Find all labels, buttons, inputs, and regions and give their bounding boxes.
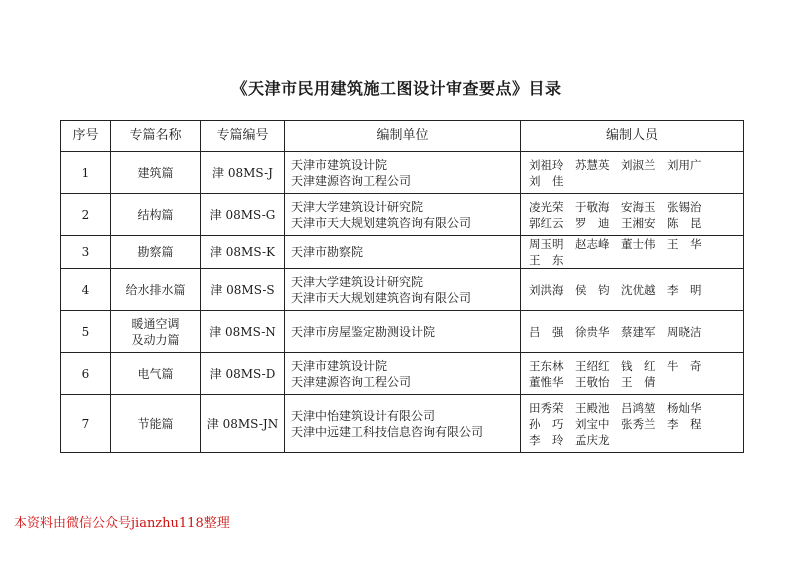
cell-no: 5 <box>61 311 111 353</box>
cell-name-line: 暖通空调 <box>131 316 180 331</box>
cell-staff-line: 李 玲 孟庆龙 <box>529 432 610 447</box>
cell-unit <box>285 236 521 269</box>
source-note: 本资料由微信公众号jianzhu118整理 <box>14 516 230 531</box>
cell-unit-line: 天津建源咨询工程公司 <box>291 374 412 389</box>
table-row <box>61 194 744 236</box>
cell-staff <box>521 311 744 353</box>
cell-name-line: 结构篇 <box>137 207 174 222</box>
cell-staff-line: 刘 佳 <box>529 173 564 188</box>
cell-staff-line: 田秀荣 王殿池 吕鸿堃 杨灿华 <box>529 400 702 415</box>
header-unit: 编制单位 <box>285 121 521 152</box>
cell-staff-line: 刘洪海 侯 钧 沈优越 李 明 <box>529 282 702 297</box>
cell-name <box>111 353 201 395</box>
cell-unit-line: 天津市勘察院 <box>291 245 364 259</box>
cell-no: 1 <box>61 152 111 194</box>
cell-staff <box>521 353 744 395</box>
cell-unit-line: 天津中远建工科技信息咨询有限公司 <box>291 424 484 439</box>
cell-unit-line: 天津市天大规划建筑咨询有限公司 <box>291 290 472 305</box>
header-code: 专篇编号 <box>201 121 285 152</box>
cell-unit <box>285 194 521 236</box>
cell-staff-line: 王 东 <box>529 253 564 267</box>
header-staff: 编制人员 <box>521 121 744 152</box>
table-row <box>61 269 744 311</box>
cell-code: 津 08MS-K <box>201 236 285 269</box>
cell-name <box>111 395 201 453</box>
cell-name-line: 及动力篇 <box>131 332 180 347</box>
cell-unit <box>285 269 521 311</box>
cell-staff-line: 董惟华 王敬怡 王 倩 <box>529 374 656 389</box>
header-name: 专篇名称 <box>111 121 201 152</box>
table-row <box>61 353 744 395</box>
cell-staff <box>521 395 744 453</box>
table-row <box>61 311 744 353</box>
cell-code: 津 08MS-D <box>201 353 285 395</box>
cell-unit <box>285 353 521 395</box>
catalog-table <box>60 120 744 453</box>
cell-no: 6 <box>61 353 111 395</box>
cell-staff-line: 吕 强 徐贵华 蔡建军 周晓洁 <box>529 324 702 339</box>
cell-staff-line: 凌光荣 于敬海 安海玉 张锡治 <box>529 199 702 214</box>
cell-unit-line: 天津市房屋鉴定勘测设计院 <box>291 324 436 339</box>
cell-no: 2 <box>61 194 111 236</box>
cell-code: 津 08MS-JN <box>201 395 285 453</box>
cell-unit-line: 天津市建筑设计院 <box>291 358 388 373</box>
cell-staff <box>521 152 744 194</box>
cell-code: 津 08MS-N <box>201 311 285 353</box>
cell-unit-line: 天津中怡建筑设计有限公司 <box>291 408 436 423</box>
cell-unit-line: 天津建源咨询工程公司 <box>291 173 412 188</box>
cell-code: 津 08MS-S <box>201 269 285 311</box>
cell-name <box>111 269 201 311</box>
cell-name-line: 节能篇 <box>137 416 174 431</box>
cell-staff-line: 孙 巧 刘宝中 张秀兰 李 程 <box>529 416 702 431</box>
cell-code: 津 08MS-J <box>201 152 285 194</box>
cell-name-line: 给水排水篇 <box>125 282 186 297</box>
cell-name-line: 建筑篇 <box>137 165 174 180</box>
cell-unit-line: 天津市建筑设计院 <box>291 157 388 172</box>
cell-staff-line: 周玉明 赵志峰 董士伟 王 华 <box>529 237 702 251</box>
cell-no: 7 <box>61 395 111 453</box>
cell-name <box>111 194 201 236</box>
cell-code: 津 08MS-G <box>201 194 285 236</box>
cell-unit <box>285 311 521 353</box>
cell-staff-line: 郭红云 罗 迪 王湘安 陈 昆 <box>529 215 702 230</box>
table-row <box>61 152 744 194</box>
cell-no: 4 <box>61 269 111 311</box>
cell-unit-line: 天津大学建筑设计研究院 <box>291 274 424 289</box>
cell-unit <box>285 152 521 194</box>
cell-name <box>111 152 201 194</box>
table-row <box>61 395 744 453</box>
cell-unit <box>285 395 521 453</box>
header-no: 序号 <box>61 121 111 152</box>
cell-staff-line: 刘祖玲 苏慧英 刘淑兰 刘用广 <box>529 157 702 172</box>
cell-name-line: 电气篇 <box>137 366 174 381</box>
cell-name-line: 勘察篇 <box>137 245 174 259</box>
cell-no: 3 <box>61 236 111 269</box>
cell-staff-line: 王东林 王绍红 钱 红 牛 奇 <box>529 358 702 373</box>
cell-staff <box>521 236 744 269</box>
cell-staff <box>521 269 744 311</box>
page-title: 《天津市民用建筑施工图设计审查要点》目录 <box>231 79 562 98</box>
cell-unit-line: 天津大学建筑设计研究院 <box>291 199 424 214</box>
table-header-row <box>61 121 744 152</box>
table-row <box>61 236 744 269</box>
cell-name <box>111 311 201 353</box>
cell-unit-line: 天津市天大规划建筑咨询有限公司 <box>291 215 472 230</box>
cell-name <box>111 236 201 269</box>
cell-staff <box>521 194 744 236</box>
